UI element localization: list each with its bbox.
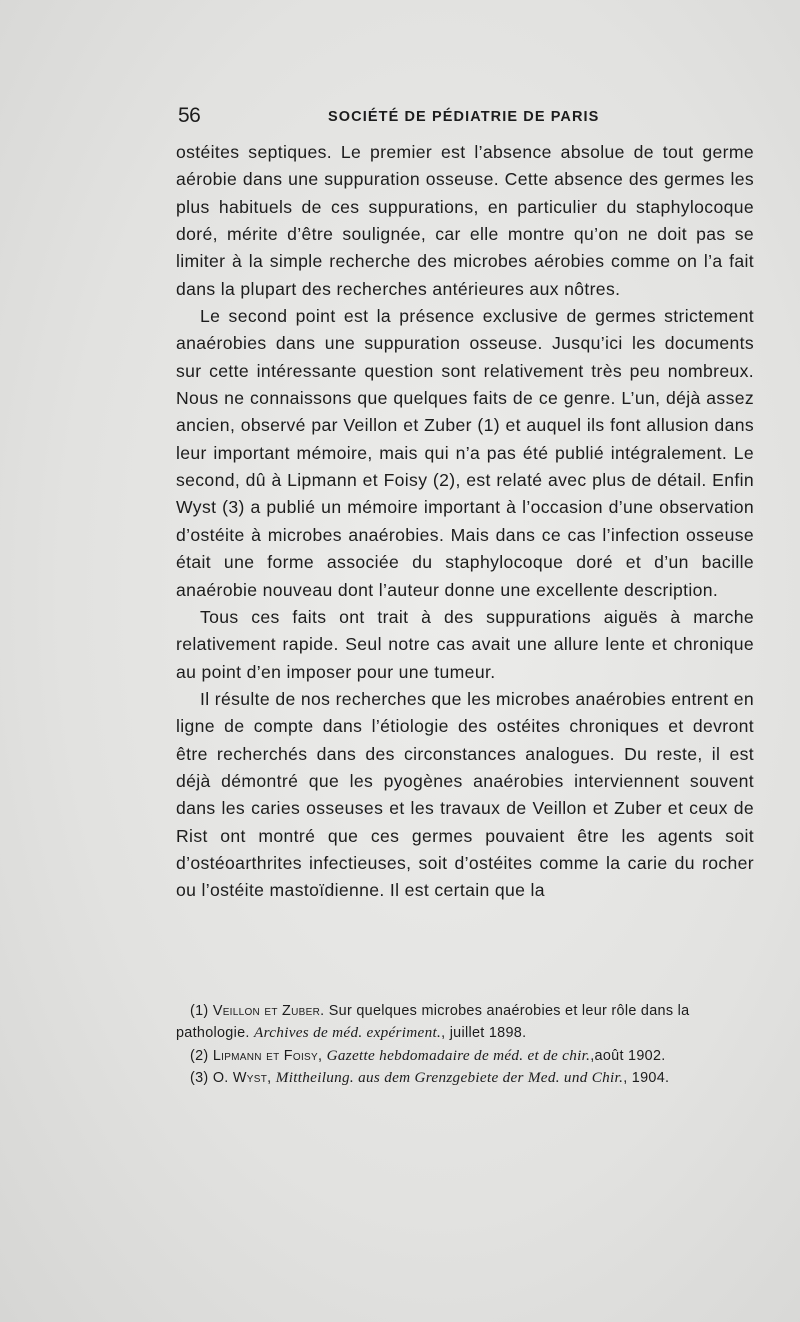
footnote-date: ,août 1902. [590, 1047, 666, 1064]
page-header [176, 104, 750, 128]
footnote-marker: (3) [190, 1069, 209, 1086]
paragraph-2: Le second point est la présence exclusive de germes strictement anaérobies dans une suppuration osseuse. Jusqu’ici les documents sur cette intéressante question sont relativement très peu nombreux. Nous ne connaissons que quelques faits de ce genre. L’un, déjà assez ancien, observé par Veillon et Zuber (1) et auquel ils font allusion dans leur important mémoire, mais qui n’a pas été publié intégralement. Le second, dû à Lipmann et Foisy (2), est relaté avec plus de détail. Enfin Wyst (3) a publié un mémoire important à l’occasion d’une observation d’ostéite à microbes anaérobies. Mais dans ce cas l’infection osseuse était une forme associée du staphylocoque doré et d’un bacille anaérobie nouveau dont l’auteur donne une excellente description. [176, 306, 754, 600]
footnote-1 [176, 1001, 754, 1045]
footnote-journal: Mittheilung. aus dem Grenzgebiete der Med. und Chir. [275, 1068, 624, 1086]
footnote-date: , juillet 1898. [441, 1025, 527, 1042]
running-title: SOCIÉTÉ DE PÉDIATRIE DE PARIS [328, 109, 600, 125]
footnote-marker: (2) [190, 1047, 209, 1064]
footnote-3 [176, 1067, 754, 1089]
footnote-date: , 1904. [623, 1069, 670, 1086]
footnote-marker: (1) [190, 1003, 209, 1019]
footnote-authors: O. Wyst, [212, 1069, 272, 1086]
footnote-authors: Lipmann et Foisy, [212, 1047, 323, 1064]
paragraph-1: ostéites septiques. Le premier est l’absence absolue de tout germe aérobie dans une suppuration osseuse. Cette absence des germes les plus habituels de ces suppurations, en particulier du staphylocoque doré, mérite d’être soulignée, car elle montre qu’on ne doit pas se limiter à la simple recherche des microbes aérobies comme on l’a fait dans la plupart des recherches antérieures aux nôtres. [176, 142, 754, 299]
footnote-2 [176, 1045, 754, 1067]
footnote-journal: Gazette hebdomadaire de méd. et de chir. [326, 1046, 591, 1064]
footnote-text: Sur quelques microbes anaérobies et leur rôle dans la pathologie. [176, 1003, 690, 1042]
paragraph-4: Il résulte de nos recherches que les microbes anaérobies entrent en ligne de compte dans l’étiologie des ostéites chroniques et devront être recherchés dans des circonstances analogues. Du reste, il est déjà démontré que les pyogènes anaérobies interviennent souvent dans les caries osseuses et les travaux de Veillon et Zuber et ceux de Rist ont montré que ces germes pouvaient être les agents soit d’ostéoarthrites infectieuses, soit d’ostéites comme la carie du rocher ou l’ostéite mastoïdienne. Il est certain que la [176, 688, 754, 901]
paragraph-3: Tous ces faits ont trait à des suppurations aiguës à marche relativement rapide. Seul notre cas avait une allure lente et chronique au point d’en imposer pour une tumeur. [176, 606, 754, 682]
body-text [176, 139, 754, 905]
footnotes [176, 1001, 754, 1089]
footnote-authors: Veillon et Zuber. [212, 1003, 325, 1019]
page-number: 56 [178, 104, 201, 127]
footnote-journal: Archives de méd. expériment. [254, 1024, 442, 1042]
